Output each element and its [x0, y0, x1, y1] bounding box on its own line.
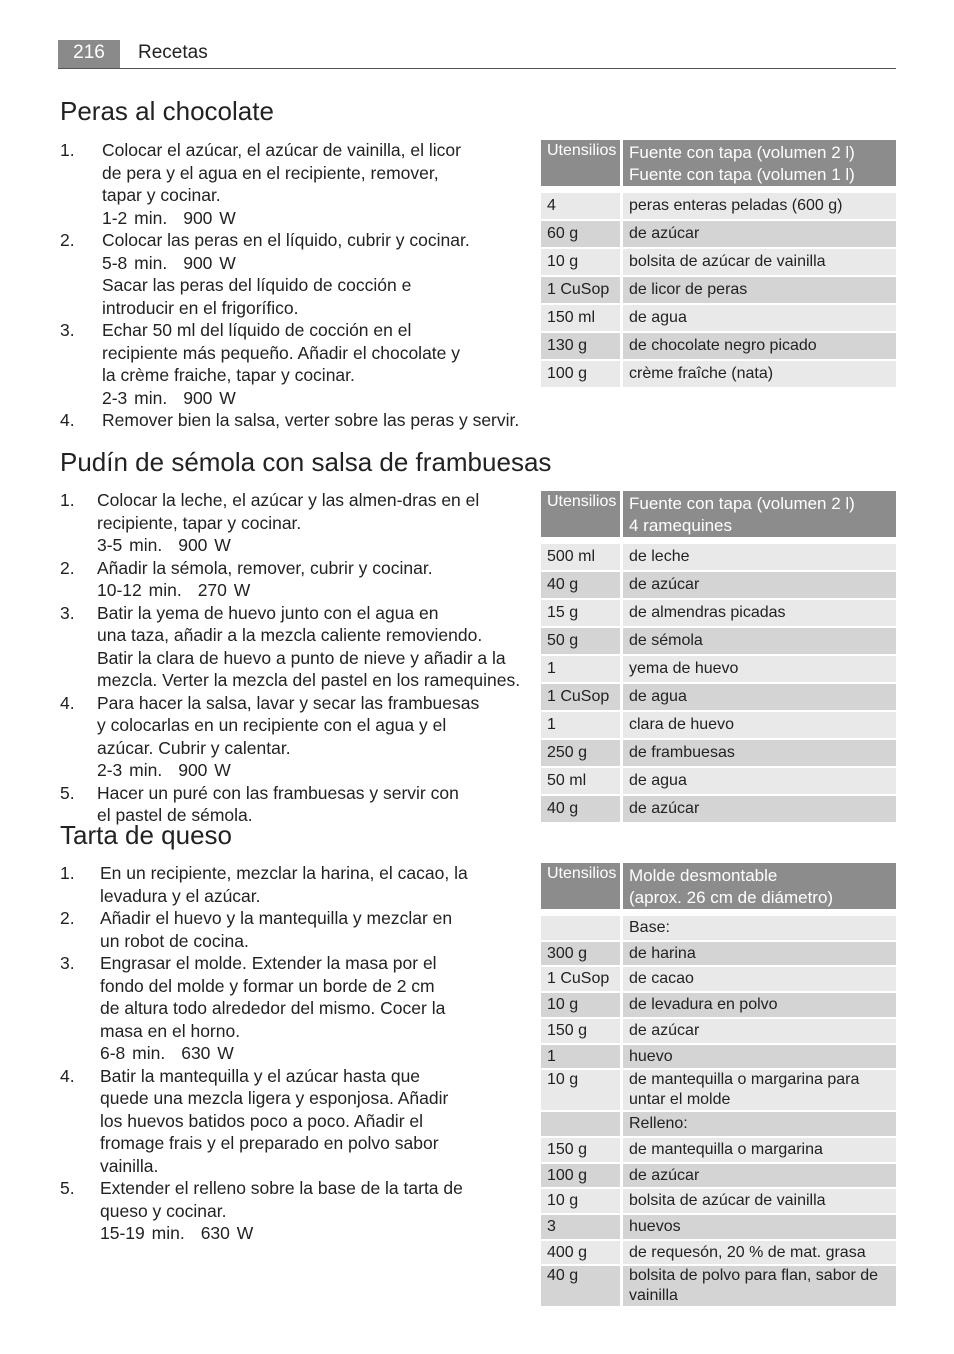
- cook-time: 2-3 min.: [97, 760, 163, 780]
- step-line: Remover bien la salsa, verter sobre las peras y servir.: [102, 410, 520, 430]
- ingredient-qty: 150 ml: [541, 305, 623, 331]
- table-row: [541, 219, 896, 247]
- table-row: [541, 275, 896, 303]
- step-text: [102, 409, 519, 432]
- ingredient-qty: 3: [541, 1215, 623, 1239]
- step-item: [60, 692, 520, 782]
- step-text: [102, 319, 519, 409]
- ingredient-qty: 1 CuSop: [541, 967, 623, 991]
- steps-tarta: [60, 862, 468, 1245]
- step-item: [60, 229, 519, 319]
- step-number: 2.: [60, 908, 75, 928]
- ingredient-name: yema de huevo: [629, 660, 739, 677]
- table-row: [541, 965, 896, 991]
- step-line: Batir la yema de huevo junto con el agua en: [97, 602, 439, 623]
- step-number: 1.: [60, 863, 75, 883]
- step-line: los huevos batidos poco a poco. Añadir el: [100, 1110, 423, 1131]
- cook-time: 6-8 min.: [100, 1043, 166, 1063]
- ingredient-name: de licor de peras: [629, 281, 748, 298]
- table-row: [541, 794, 896, 822]
- step-line: Para hacer la salsa, lavar y secar las frambuesas: [97, 692, 480, 713]
- ingredient-name: de azúcar: [629, 800, 700, 817]
- step-line: el pastel de sémola.: [97, 805, 253, 825]
- ingredient-name: de almendras picadas: [629, 604, 786, 621]
- step-number: 4.: [60, 410, 75, 430]
- ingredient-qty: 500 ml: [541, 544, 623, 570]
- step-number: 4.: [60, 1065, 75, 1086]
- step-time-power: [97, 579, 520, 602]
- utensil-line: Fuente con tapa (volumen 1 l): [629, 165, 855, 184]
- step-line: queso y cocinar.: [100, 1200, 227, 1221]
- table-row: [541, 766, 896, 794]
- cook-time: 2-3 min.: [102, 387, 168, 408]
- step-text: [100, 1065, 468, 1178]
- step-number: 5.: [60, 1178, 75, 1198]
- step-line: fondo del molde y formar un borde de 2 cm: [100, 975, 435, 996]
- ingredient-qty: 250 g: [541, 740, 623, 766]
- step-line: Batir la mantequilla y el azúcar hasta que: [100, 1065, 421, 1086]
- ingredient-qty: 100 g: [541, 361, 623, 387]
- step-number: 5.: [60, 782, 75, 803]
- step-item: [60, 1065, 468, 1178]
- cook-power: 900 W: [183, 252, 236, 273]
- ingredient-name: de mantequilla o margarina para untar el molde: [629, 1071, 860, 1109]
- step-line: Echar 50 ml del líquido de cocción en el: [102, 320, 412, 340]
- step-line: fromage frais y el preparado en polvo sabor: [100, 1133, 439, 1153]
- utensils-label: Utensilios: [541, 863, 623, 909]
- ingredient-name: de azúcar: [629, 1166, 700, 1184]
- ingredient-qty: 4: [541, 193, 623, 219]
- utensils-value: [623, 140, 896, 186]
- step-line: mezcla. Verter la mezcla del pastel en los ramequines.: [97, 670, 521, 690]
- ingredient-qty: 40 g: [541, 572, 623, 598]
- step-time-power: [97, 759, 520, 782]
- step-text: [100, 1177, 468, 1245]
- step-time-power: [97, 534, 520, 557]
- recipe-title-peras: Peras al chocolate: [60, 96, 274, 126]
- ingredient-qty: 1 CuSop: [541, 277, 623, 303]
- ingredient-qty: 100 g: [541, 1164, 623, 1188]
- step-line: recipiente más pequeño. Añadir el chocolate y: [102, 342, 461, 363]
- step-line: Colocar las peras en el líquido, cubrir y cocinar.: [102, 230, 470, 250]
- table-row: [541, 570, 896, 598]
- page-number: 216: [58, 40, 120, 68]
- table-row: [541, 710, 896, 738]
- step-line: Colocar la leche, el azúcar y las almen-dras en el: [97, 490, 480, 510]
- step-line: masa en el horno.: [100, 1020, 241, 1041]
- table-row: [541, 1068, 896, 1110]
- ingredient-qty: 15 g: [541, 600, 623, 626]
- ingredient-name: de leche: [629, 548, 690, 565]
- table-row: [541, 914, 896, 940]
- step-line: Colocar el azúcar, el azúcar de vainilla, el licor: [102, 140, 461, 160]
- step-line: quede una mezcla ligera y esponjosa. Añadir: [100, 1088, 449, 1108]
- step-text: [100, 862, 468, 907]
- ingredient-qty: 1: [541, 1045, 623, 1069]
- step-item: [60, 1177, 468, 1245]
- table-row: [541, 191, 896, 219]
- step-item: [60, 139, 519, 229]
- ingredient-name: de azúcar: [629, 225, 700, 242]
- ingredient-qty: 50 ml: [541, 768, 623, 794]
- table-row: [541, 940, 896, 966]
- step-line: Extender el relleno sobre la base de la tarta de: [100, 1178, 463, 1198]
- ingredient-name: bolsita de azúcar de vainilla: [629, 1192, 826, 1210]
- ingredient-qty: 10 g: [541, 1189, 623, 1213]
- cook-power: 270 W: [197, 580, 251, 600]
- step-number: 1.: [60, 490, 75, 510]
- recipe-title-pudin: Pudín de sémola con salsa de frambuesas: [60, 447, 552, 477]
- step-number: 3.: [60, 602, 75, 623]
- section-name: Recetas: [138, 42, 208, 63]
- utensils-label: Utensilios: [541, 140, 623, 186]
- utensil-line: Molde desmontable: [629, 866, 778, 885]
- ingredient-name: huevo: [629, 1047, 673, 1065]
- step-line: Añadir el huevo y la mantequilla y mezclar en: [100, 908, 453, 928]
- ingredient-qty: 60 g: [541, 221, 623, 247]
- table-row: [541, 1043, 896, 1069]
- step-line: azúcar. Cubrir y calentar.: [97, 737, 291, 758]
- ingredient-name: huevos: [629, 1218, 681, 1236]
- step-line: Engrasar el molde. Extender la masa por el: [100, 953, 437, 973]
- step-time-power: [102, 387, 519, 410]
- ingredient-name: de sémola: [629, 632, 703, 649]
- cook-time: 3-5 min.: [97, 535, 163, 555]
- ingredient-qty: 10 g: [541, 1070, 623, 1110]
- step-text: [97, 557, 520, 602]
- ingredient-qty: 1: [541, 712, 623, 738]
- step-item: [60, 907, 468, 952]
- ingredients-table-peras: [541, 140, 896, 387]
- table-row: [541, 1017, 896, 1043]
- steps-pudin: [60, 489, 520, 827]
- table-row: [541, 1187, 896, 1213]
- utensil-line: 4 ramequines: [629, 516, 733, 535]
- step-number: 3.: [60, 320, 75, 340]
- table-row: [541, 1239, 896, 1265]
- utensils-value: [623, 863, 896, 909]
- table-header: [541, 140, 896, 186]
- page-header: [58, 40, 896, 69]
- ingredient-qty: 40 g: [541, 1266, 623, 1306]
- ingredient-name: de azúcar: [629, 576, 700, 593]
- cook-time: 1-2 min.: [102, 207, 168, 228]
- ingredient-name: de agua: [629, 772, 687, 789]
- ingredient-name: bolsita de azúcar de vainilla: [629, 253, 826, 270]
- ingredient-name: de levadura en polvo: [629, 996, 778, 1014]
- ingredient-qty: [541, 1112, 623, 1136]
- ingredient-name: Base:: [629, 919, 670, 936]
- cook-time: 5-8 min.: [102, 252, 168, 273]
- utensil-line: Fuente con tapa (volumen 2 l): [629, 494, 855, 513]
- step-line: una taza, añadir a la mezcla caliente removiendo.: [97, 625, 483, 645]
- step-line: Hacer un puré con las frambuesas y servir con: [97, 782, 459, 803]
- step-line: un robot de cocina.: [100, 930, 249, 951]
- step-number: 4.: [60, 692, 75, 713]
- ingredient-qty: 10 g: [541, 993, 623, 1017]
- cook-power: 900 W: [178, 535, 231, 555]
- cook-time: 15-19 min.: [100, 1223, 185, 1243]
- ingredient-name: peras enteras peladas (600 g): [629, 197, 843, 214]
- ingredient-name: de agua: [629, 309, 687, 326]
- cook-power: 900 W: [183, 387, 236, 408]
- table-row: [541, 598, 896, 626]
- step-number: 2.: [60, 557, 75, 578]
- step-item: [60, 489, 520, 557]
- step-line: recipiente, tapar y cocinar.: [97, 512, 302, 533]
- cook-time: 10-12 min.: [97, 580, 182, 600]
- ingredient-name: bolsita de polvo para flan, sabor de vainilla: [629, 1267, 879, 1305]
- utensil-line: Fuente con tapa (volumen 2 l): [629, 143, 855, 162]
- ingredient-name: Relleno:: [629, 1115, 688, 1133]
- step-text: [100, 952, 468, 1065]
- step-line: la crème fraiche, tapar y cocinar.: [102, 365, 355, 385]
- ingredient-qty: 400 g: [541, 1241, 623, 1265]
- cook-power: 630 W: [200, 1223, 254, 1243]
- step-number: 2.: [60, 230, 75, 250]
- table-header: [541, 491, 896, 537]
- utensils-label: Utensilios: [541, 491, 623, 537]
- ingredient-name: de cacao: [629, 970, 694, 988]
- step-text: [102, 139, 519, 229]
- table-row: [541, 303, 896, 331]
- step-item: [60, 862, 468, 907]
- step-line: Batir la clara de huevo a punto de nieve y añadir a la: [97, 647, 506, 668]
- table-row: [541, 331, 896, 359]
- ingredient-name: de requesón, 20 % de mat. grasa: [629, 1243, 866, 1261]
- ingredient-qty: 50 g: [541, 628, 623, 654]
- step-number: 1.: [60, 140, 75, 160]
- ingredient-name: de mantequilla o margarina: [629, 1140, 823, 1158]
- table-row: [541, 682, 896, 710]
- ingredient-name: crème fraîche (nata): [629, 365, 774, 382]
- table-row: [541, 654, 896, 682]
- step-line: introducir en el frigorífico.: [102, 297, 299, 318]
- table-row: [541, 738, 896, 766]
- step-item: [60, 602, 520, 692]
- ingredient-qty: 130 g: [541, 333, 623, 359]
- step-time-power: [102, 207, 519, 230]
- ingredient-qty: 1 CuSop: [541, 684, 623, 710]
- step-item: [60, 952, 468, 1065]
- step-line: de pera y el agua en el recipiente, remover,: [102, 162, 439, 183]
- step-line: tapar y cocinar.: [102, 185, 221, 205]
- recipe-title-tarta: Tarta de queso: [60, 820, 233, 850]
- cook-power: 630 W: [181, 1043, 234, 1063]
- table-row: [541, 626, 896, 654]
- table-row: [541, 1110, 896, 1136]
- ingredients-table-tarta: [541, 863, 896, 1306]
- table-row: [541, 1264, 896, 1306]
- cook-power: 900 W: [178, 760, 231, 780]
- step-line: Añadir la sémola, remover, cubrir y cocinar.: [97, 557, 433, 578]
- step-text: [100, 907, 468, 952]
- ingredient-qty: 150 g: [541, 1138, 623, 1162]
- ingredient-qty: [541, 916, 623, 940]
- step-text: [102, 229, 519, 319]
- step-item: [60, 319, 519, 409]
- table-row: [541, 247, 896, 275]
- ingredient-name: clara de huevo: [629, 716, 734, 733]
- ingredient-qty: 40 g: [541, 796, 623, 822]
- ingredient-qty: 10 g: [541, 249, 623, 275]
- steps-peras: [60, 139, 519, 432]
- table-row: [541, 1162, 896, 1188]
- table-row: [541, 1136, 896, 1162]
- ingredient-qty: 150 g: [541, 1019, 623, 1043]
- step-item: [60, 409, 519, 432]
- step-number: 3.: [60, 953, 75, 973]
- step-time-power: [100, 1042, 468, 1065]
- step-item: [60, 557, 520, 602]
- step-text: [97, 489, 520, 557]
- ingredient-name: de frambuesas: [629, 744, 735, 761]
- table-header: [541, 863, 896, 909]
- ingredient-name: de azúcar: [629, 1021, 700, 1039]
- table-row: [541, 359, 896, 387]
- step-line: vainilla.: [100, 1155, 159, 1176]
- ingredient-name: de harina: [629, 944, 696, 962]
- table-row: [541, 991, 896, 1017]
- step-text: [97, 692, 520, 782]
- cook-power: 900 W: [183, 207, 236, 228]
- ingredient-qty: 300 g: [541, 942, 623, 966]
- table-row: [541, 1213, 896, 1239]
- table-row: [541, 542, 896, 570]
- step-text: [97, 602, 520, 692]
- ingredient-qty: 1: [541, 656, 623, 682]
- step-line: levadura y el azúcar.: [100, 885, 261, 906]
- step-line: En un recipiente, mezclar la harina, el cacao, la: [100, 863, 468, 883]
- utensils-value: [623, 491, 896, 537]
- step-time-power: [102, 252, 519, 275]
- step-line: y colocarlas en un recipiente con el agua y el: [97, 715, 447, 735]
- step-time-power: [100, 1222, 468, 1245]
- step-line: Sacar las peras del líquido de cocción e: [102, 275, 412, 295]
- ingredient-name: de chocolate negro picado: [629, 337, 817, 354]
- ingredients-table-pudin: [541, 491, 896, 822]
- utensil-line: (aprox. 26 cm de diámetro): [629, 888, 834, 907]
- ingredient-name: de agua: [629, 688, 687, 705]
- step-line: de altura todo alrededor del mismo. Cocer la: [100, 998, 446, 1018]
